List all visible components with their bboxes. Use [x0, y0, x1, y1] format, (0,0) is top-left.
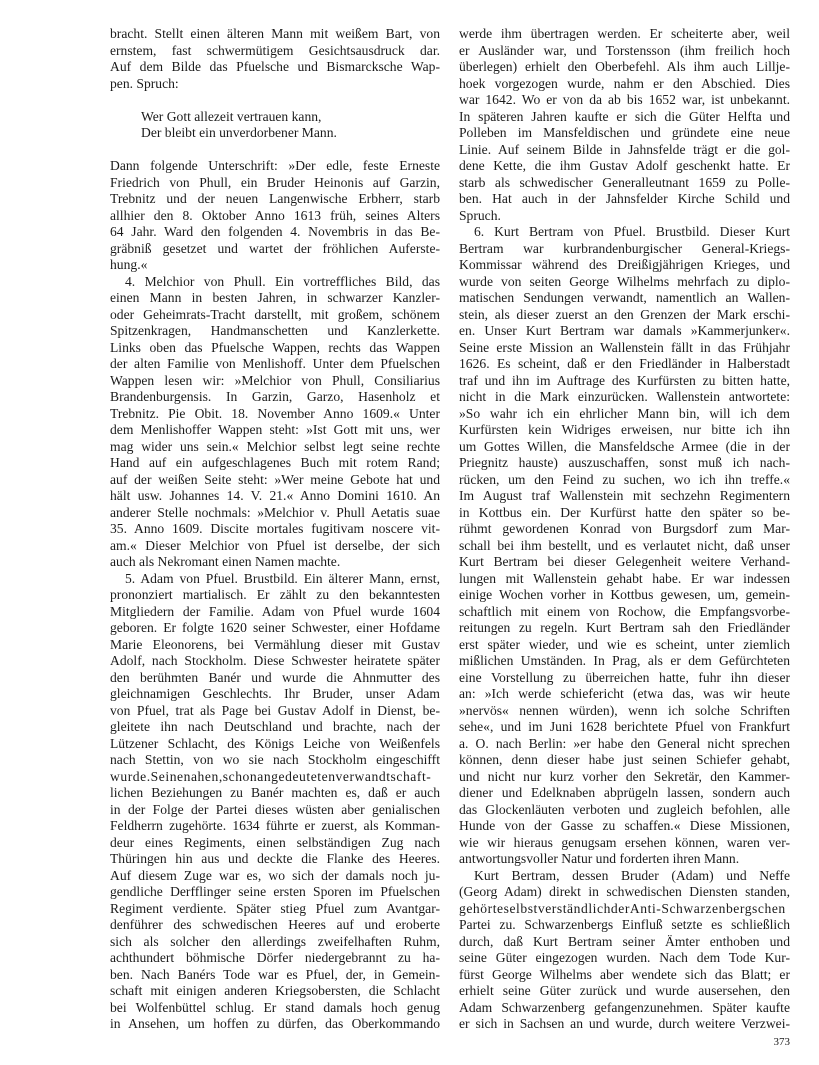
text-line: Feldherrn zugehörte. 1634 führte er zuerst, als Komman-: [110, 818, 440, 833]
text-line: sich als solcher den allerdings zweifelhaften Ruhm,: [110, 933, 440, 949]
text-line: 4. Melchior von Phull. Ein vortreffliches Bild, das: [125, 273, 440, 289]
text-line: schall bei ihm bestellt, und es verlautet nicht, daß unser: [459, 537, 790, 553]
text-line: Kurfürsten kein Widriges erweisen, nur bitte ich ihn: [459, 422, 790, 437]
text-line: ernstem, fast schwermütigem Gesichtsausdruck dar.: [110, 42, 440, 58]
text-line: prononziert martialisch. Er zählt zu den bekanntesten: [110, 587, 440, 602]
text-line: gehörteselbstverständlichderAnti-Schwarzenbergschen: [459, 900, 786, 916]
text-line: ben. Nach Banérs Tode war es Pfuel, der, in Gemein-: [110, 966, 440, 982]
text-line: mag wider uns sein.« Melchior selbst legt seine rechte: [110, 438, 440, 454]
text-line: rühmt gewordenen Konrad von Burgsdorf zum Mar-: [459, 521, 790, 536]
spacer: [110, 92, 440, 109]
text-line: a. O. nach Berlin: »er habe den General nicht sprechen: [459, 735, 790, 751]
text-line: Trebnitz. Pie Obit. 18. November Anno 1609.« Unter: [110, 405, 440, 421]
text-line: Friedrich von Phull, ein Bruder Heinonis auf Garzin,: [110, 174, 440, 190]
verse-block: [110, 109, 440, 142]
text-line: lichen Beziehungen zu Banér machten es, daß er auch: [110, 785, 440, 800]
text-line: anderer Stelle nochmals: »Melchior v. Phull Aetatis suae: [110, 504, 440, 520]
text-line: auf der weißen Seite steht: »Wer meine Gebote hat und: [110, 471, 440, 487]
text-line: von Pfuel, trat als Page bei Gustav Adolf in Dienst, be-: [110, 702, 440, 718]
text-line: diener und Edelknaben abprügeln lassen, sondern auch: [459, 785, 790, 800]
text-line: lungen mit Wallenstein gehabt habe. Er war indessen: [459, 570, 790, 586]
text-line: deur eines Regiments, einen selbständigen Zug nach: [110, 834, 440, 850]
text-line: gleitete ihn nach Deutschland und brachte, nach der: [110, 719, 440, 734]
paragraph: [110, 274, 440, 571]
text-line: auch als Nekromant einen Namen machte.: [110, 554, 341, 569]
text-line: hoek vorgezogen wurde, nahm er den Abschied. Dies: [459, 75, 790, 91]
text-line: Spruch.: [459, 207, 501, 223]
text-line: Links oben das Pfuelsche Wappen, rechts das Wappen: [110, 339, 440, 355]
text-line: der alten Familie von Menlishoff. Unter dem Pfuelschen: [110, 356, 440, 371]
text-line: Kurt Bertram, dessen Bruder (Adam) und Neffe: [474, 867, 790, 883]
text-line: erst später wieder, und wie es scheint, unter ziemlich: [459, 636, 790, 652]
page-number: 373: [773, 1036, 790, 1048]
text-line: dene Kette, die ihm Gustav Adolf geschenkt hatte. Er: [459, 158, 790, 173]
text-line: traf und ihn im Auftrage des Kurfürsten zu bitten hatte,: [459, 372, 790, 388]
text-line: hung.«: [110, 257, 148, 272]
text-line: seine Güter eingezogen wurden. Nach dem Tode Kur-: [459, 950, 790, 965]
text-line: nach Stettin, von wo sie nach Stockholm eingeschifft: [110, 752, 440, 767]
text-line: Linie. Auf seinem Bilde in Jahnsfelde trägt er die gol-: [459, 141, 790, 157]
text-line: Hand auf ein aufgeschlagenes Buch mit rotem Rand;: [110, 455, 440, 470]
text-line: überlegen) erhielt den Oberbefehl. Als ihm auch Lillje-: [459, 59, 790, 74]
text-line: Priegnitz hauste) auszuschaffen, sonst muß ich nach-: [459, 455, 790, 470]
paragraph: [110, 158, 440, 274]
paragraph: [110, 571, 440, 1033]
text-line: »So wahr ich ein ehrlicher Mann bin, will ich dem: [459, 405, 790, 421]
text-line: fürst George Wilhelms aber wendete sich das Blatt; er: [459, 966, 790, 982]
left-column: [110, 26, 440, 1033]
text-line: denführer des schwedischen Heeres auf und eroberte: [110, 917, 440, 932]
text-line: starb als schwedischer Generalleutnant 1659 zu Polle-: [459, 174, 790, 190]
text-line: Marie Eleonorens, bei Vermählung dieser mit Gustav: [110, 636, 440, 652]
text-line: allhier den 8. Oktober Anno 1613 früh, seines Alters: [110, 207, 440, 223]
text-line: Dann folgende Unterschrift: »Der edle, feste Erneste: [110, 158, 440, 173]
text-line: durch, daß Kurt Bertram seiner Ämter enthoben und: [459, 933, 790, 949]
text-line: Kommissar während des Dreißigjährigen Krieges, und: [459, 257, 790, 272]
text-line: erhielt seine Güter zurück und wurde ausersehen, den: [459, 983, 790, 998]
text-line: war 1642. Wo er von da ab bis 1652 war, ist unbekannt.: [459, 92, 790, 107]
text-line: 35. Anno 1609. Discite mortales fugitivam noscere vit-: [110, 521, 440, 536]
text-line: um Gottes Willen, die Mansfeldsche Armee (die in der: [459, 438, 790, 454]
text-line: und nicht nur kurz vorher den Sekretär, den Kammer-: [459, 768, 790, 784]
text-line: in der Folge der Partei dieses wüsten aber genialischen: [110, 801, 440, 817]
text-line: am.« Dieser Melchior von Pfuel ist derselbe, der sich: [110, 537, 440, 553]
paragraph: [459, 224, 790, 868]
paragraph: [459, 26, 790, 224]
text-line: einen Mann in besten Jahren, in schwarzer Kanzler-: [110, 290, 440, 305]
text-line: nicht in die Mark einzurücken. Wallenstein antwortete:: [459, 389, 790, 404]
text-line: einige Wochen vorher in Kottbus gewesen, um, gemein-: [459, 587, 790, 602]
text-line: an: »Ich werde schiefericht (etwa das, was wir heute: [459, 686, 790, 701]
text-line: dem Menlishoffer Wappen steht: »Ist Gott mit uns, wer: [110, 422, 440, 437]
text-line: matischen Sendungen verwandt, namentlich an Wallen-: [459, 290, 790, 305]
text-line: rücken, um den Feind zu suchen, wo ich ihn treffe.«: [459, 471, 790, 487]
text-line: können, denn dieser habe just seinen Schiefer gehabt,: [459, 752, 790, 767]
text-line: »nervös« nennen würden), wenn ich solche Schriften: [459, 702, 790, 718]
text-line: Trebnitz und der neuen Langenwische Erbherr, starb: [110, 191, 440, 206]
text-line: sehe«, und im Juni 1628 berichtete Pfuel von Frankfurt: [459, 719, 790, 734]
text-line: Auf diesem Zuge war es, wo sich der damals noch ju-: [110, 867, 440, 883]
text-line: Bertram war kurbrandenburgischer General-Kriegs-: [459, 240, 790, 256]
text-line: Mitgliedern der Familie. Adam von Pfuel wurde 1604: [110, 603, 440, 619]
text-line: gendliche Derfflinger seine ersten Sporen im Pfuelschen: [110, 884, 440, 899]
text-line: Thüringen hin aus und deckte die Flanke des Heeres.: [110, 851, 440, 866]
text-line: ben. Hat auch in der Jahnsfelder Kirche Schild und: [459, 191, 790, 206]
text-line: 5. Adam von Pfuel. Brustbild. Ein älterer Mann, ernst,: [125, 570, 440, 586]
text-line: er sich in Sachsen an und wurde, durch weitere Verzwei-: [459, 1016, 790, 1031]
text-line: er Ausländer war, und Torstensson (ihm freilich hoch: [459, 42, 790, 58]
text-line: Regiment verdiente. Später stieg Pfuel zum Avantgar-: [110, 900, 440, 916]
text-line: oder Geheimrats-Tracht darstellt, mit großem, schönem: [110, 306, 440, 322]
text-line: (Georg Adam) direkt in schwedischen Diensten standen,: [459, 884, 790, 899]
text-line: Brandenburgensis. In Garzin, Garzo, Hasenholz et: [110, 389, 440, 404]
text-line: antwortungsvoller Natur und forderten ihren Mann.: [459, 851, 740, 866]
text-line: bracht. Stellt einen älteren Mann mit weißem Bart, von: [110, 26, 440, 41]
text-line: Seine erste Mission an Wallenstein fällt in das Frühjahr: [459, 339, 790, 355]
text-line: 64 Jahr. Ward den folgenden 4. Novembris in das Be-: [110, 224, 440, 239]
text-line: gleichnamigen Geschlechts. Ihr Bruder, unser Adam: [110, 686, 440, 701]
text-line: Auf dem Bilde das Pfuelsche und Bismarcksche Wap-: [110, 59, 440, 74]
text-line: stein, als dieser zuerst an den Grenzen der Mark erschi-: [459, 306, 790, 322]
text-line: Polleben im Mansfeldischen und gründete eine neue: [459, 125, 790, 140]
verse-line: Der bleibt ein unverdorbener Mann.: [141, 125, 337, 140]
text-line: 1626. Es scheint, daß er den Friedländer in Halberstadt: [459, 356, 790, 371]
text-line: das Glockenläuten verboten und zugleich befohlen, alle: [459, 801, 790, 817]
text-line: achthundert böhmische Dörfer niedergebrannt zu ha-: [110, 950, 440, 965]
text-line: Spitzenkragen, Handmanschetten und Kanzlerkette.: [110, 323, 440, 338]
text-line: werde ihm übertragen werden. Er scheiterte aber, weil: [459, 26, 790, 41]
text-line: schaft mit einigen anderen Kriegsobersten, die Schlacht: [110, 983, 440, 998]
text-line: en. Unser Kurt Bertram war damals »Kammerjunker«.: [459, 323, 790, 338]
text-line: 6. Kurt Bertram von Pfuel. Brustbild. Dieser Kurt: [474, 224, 790, 239]
text-line: wurde.Seinenahen,schonangedeutetenverwandtschaft-: [110, 768, 432, 784]
right-column: [459, 26, 790, 1033]
paragraph: [459, 868, 790, 1033]
text-line: mißlichen Umständen. In Prag, als er dem Gefürchteten: [459, 653, 790, 668]
text-line: Wappen lesen wir: »Melchior von Phull, Consiliarius: [110, 372, 440, 388]
text-line: wie wir hieraus genugsam ersehen können, waren ver-: [459, 834, 790, 850]
paragraph: [110, 26, 440, 92]
text-line: geboren. Er folgte 1620 seiner Schwester, einer Hofdame: [110, 620, 440, 635]
text-line: wurde von seiten George Wilhelms mehrfach zu diplo-: [459, 273, 790, 289]
spacer: [110, 142, 440, 159]
text-line: bei Wolfenbüttel schlug. Er stand damals hoch genug: [110, 999, 440, 1015]
text-line: Im August traf Wallenstein mit sechzehn Regimentern: [459, 488, 790, 503]
text-line: Lützener Schlacht, des Königs Leiche von Weißenfels: [110, 735, 440, 751]
text-line: Adolf, nach Stockholm. Diese Schwester heiratete später: [110, 653, 440, 668]
text-line: gräbniß gesetzet und wartet der fröhlichen Auferste-: [110, 240, 440, 256]
text-line: in Ansehen, um hoffen zu dürfen, das Oberkommando: [110, 1016, 440, 1031]
text-line: Partei zu. Schwarzenbergs Einfluß setzte es schließlich: [459, 917, 790, 932]
text-line: Hunde von der Gasse zu schaffen.« Diese Missionen,: [459, 818, 790, 833]
text-line: In späteren Jahren kaufte er sich die Güter Helfta und: [459, 108, 790, 124]
text-line: eine Vorstellung zu überreichen hatte, fuhr ihn dieser: [459, 669, 790, 685]
text-line: reitungen zu regeln. Kurt Bertram sah den Friedländer: [459, 620, 790, 635]
text-line: pen. Spruch:: [110, 75, 179, 91]
text-line: in Kottbus ein. Der Kurfürst hatte den später so be-: [459, 504, 790, 520]
verse-line: Wer Gott allezeit vertrauen kann,: [141, 108, 322, 124]
text-line: Adam Schwarzenberg gefangenzunehmen. Später kaufte: [459, 999, 790, 1015]
text-line: Kurt Bertram bei dieser Gelegenheit weitere Verhand-: [459, 554, 790, 569]
text-line: hält usw. Johannes 14. V. 21.« Anno Domini 1610. An: [110, 488, 440, 503]
text-line: schaftlich mit einem von Rochow, die Empfangsvorbe-: [459, 603, 790, 619]
text-line: den berühmten Banér und wurde die Ahnmutter des: [110, 669, 440, 685]
